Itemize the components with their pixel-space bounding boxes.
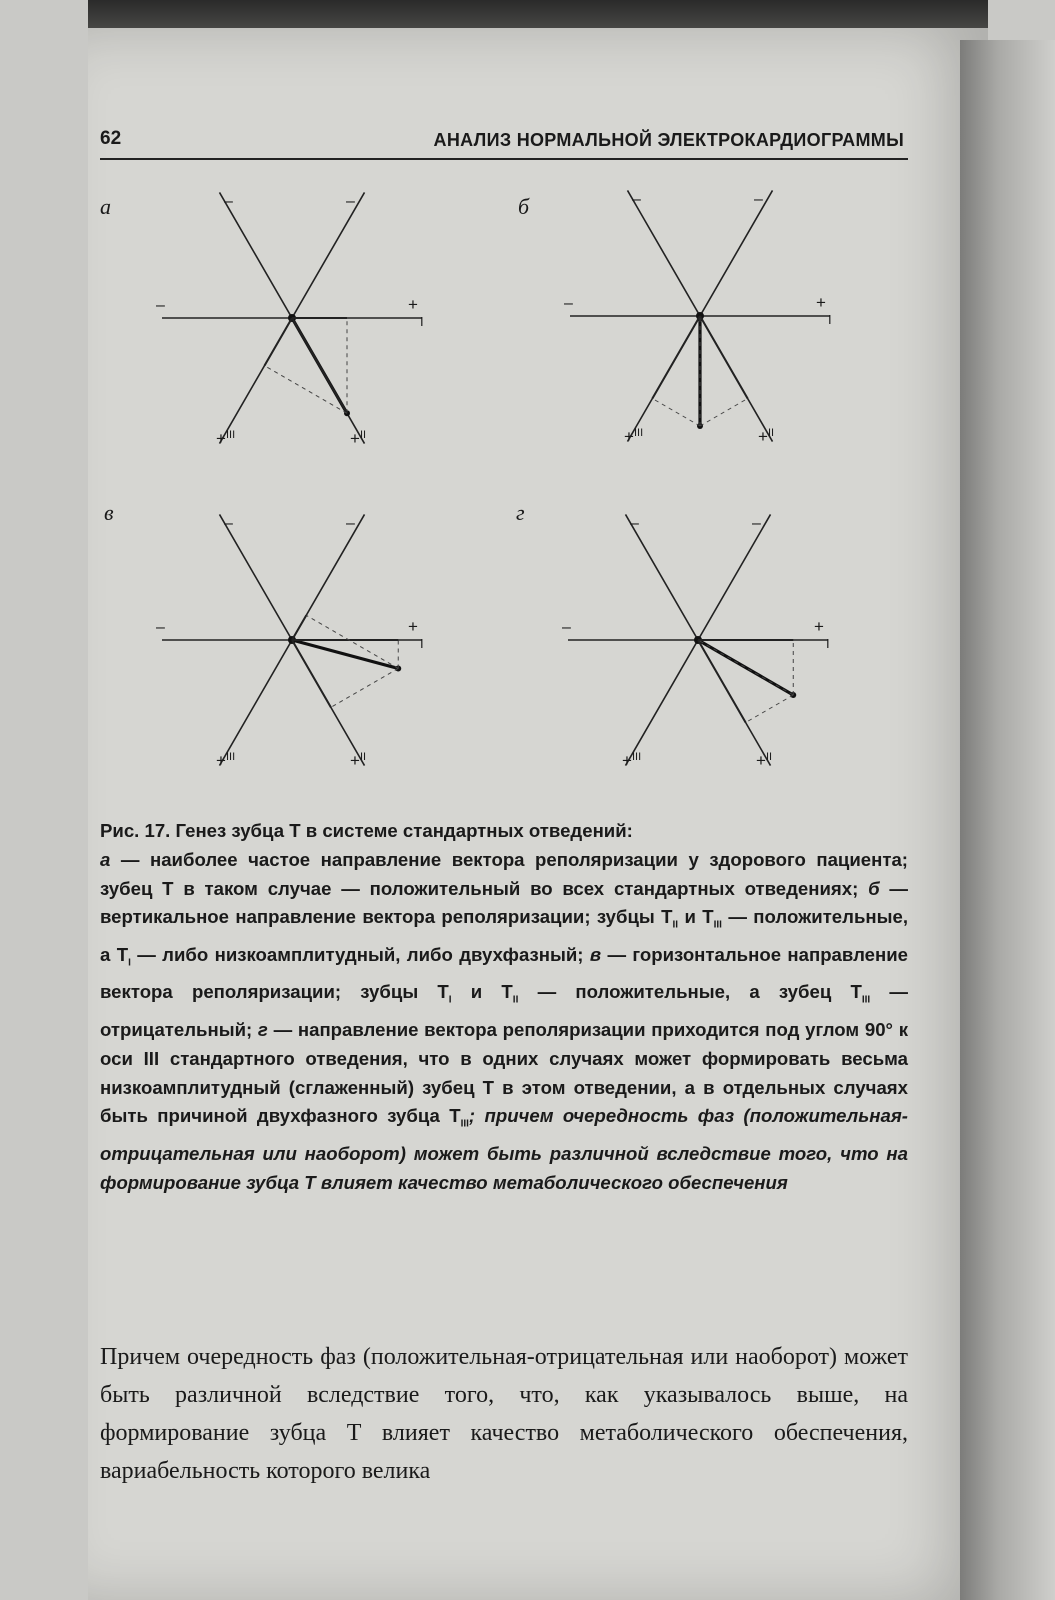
lead-ii-plus-label: + xyxy=(756,751,766,770)
lead-ii-minus-label: – xyxy=(224,515,233,532)
lead-iii-minus-label: – xyxy=(752,515,761,532)
lead-i-plus-label: + xyxy=(816,293,826,312)
vector-projection xyxy=(331,668,398,707)
lead-i-plus-label: + xyxy=(408,617,418,636)
panel-label-g: г xyxy=(516,500,525,525)
lead-i-label: I xyxy=(420,314,424,329)
lead-ii-plus-label: + xyxy=(350,751,360,770)
lead-ii-label: II xyxy=(360,751,367,763)
body-paragraph: Причем очередность фаз (положительная-отрицательная или наоборот) может быть различной вследствие того, что, как указывалось выше, на формирование зубца Т влияет качество метаболического обеспечения, вариабельность которого велика xyxy=(100,1344,908,1484)
lead-i-plus-label: + xyxy=(408,295,418,314)
lead-iii-minus-label: – xyxy=(754,191,763,208)
lead-iii-plus-label: + xyxy=(216,751,226,770)
lead-iii-plus-label: + xyxy=(216,429,226,448)
vector-projection xyxy=(652,399,700,427)
lead-i-label: I xyxy=(420,636,424,651)
lead-i-minus-label: – xyxy=(156,297,165,314)
lead-i-minus-label: – xyxy=(562,619,571,636)
lead-ii-plus-label: + xyxy=(350,429,360,448)
caption-subscript: I xyxy=(128,957,131,969)
lead-ii-minus-label: – xyxy=(632,191,641,208)
lead-i-label: I xyxy=(828,312,832,327)
panel-label-b: б xyxy=(518,194,530,219)
caption-subscript: III xyxy=(460,1119,469,1131)
caption-text: — наиболее частое направление вектора реполяризации у здорового пациента; зубец Т в таком случае — положительный во всех стандартных отведениях; xyxy=(100,848,908,899)
lead-iii-plus-label: + xyxy=(622,751,632,770)
caption-text: — либо низкоамплитудный, либо двухфазный; xyxy=(130,943,590,965)
running-title: АНАЛИЗ НОРМАЛЬНОЙ ЭЛЕКТРОКАРДИОГРАММЫ xyxy=(433,130,904,150)
projection-segment xyxy=(292,318,347,413)
caption-label-g: г xyxy=(257,1018,268,1040)
lead-ii-label: II xyxy=(766,751,773,763)
caption-subscript: III xyxy=(861,995,871,1007)
panel-label-v: в xyxy=(104,500,114,525)
lead-iii-label: III xyxy=(632,751,642,763)
lead-iii-label: III xyxy=(634,427,644,439)
caption-text: и Т xyxy=(451,981,513,1003)
caption-text: — вертикальное направление вектора реполяризации; зубцы Т xyxy=(100,877,908,928)
caption-subscript: II xyxy=(512,995,519,1007)
lead-ii-minus-label: – xyxy=(630,515,639,532)
projection-segment xyxy=(292,615,306,640)
lead-iii-minus-label: – xyxy=(346,193,355,210)
caption-title: Рис. 17. Генез зубца Т в системе стандартных отведений: xyxy=(100,820,633,841)
lead-i-label: I xyxy=(826,636,830,651)
lead-ii-label: II xyxy=(768,427,775,439)
caption-text: — положительные, а Т xyxy=(100,906,908,965)
lead-iii-label: III xyxy=(226,751,236,763)
lead-ii-plus-label: + xyxy=(758,427,768,446)
caption-label-b: б xyxy=(868,877,880,899)
caption-label-a: а xyxy=(100,848,111,870)
lead-i-plus-label: + xyxy=(814,617,824,636)
lead-iii-label: III xyxy=(226,429,236,441)
caption-text: — отрицательный; xyxy=(100,981,908,1040)
caption-text: — направление вектора реполяризации приходится под углом 90° к оси III стандартного отведения, что в одних случаях может формировать весьма низкоамплитудный (сглаженный) зубец Т в этом отведении, а в отдельных случаях быть причиной двухфазного зубца Т xyxy=(100,1018,908,1127)
page-number: 62 xyxy=(100,128,122,149)
lead-i-minus-label: – xyxy=(156,619,165,636)
projection-segment xyxy=(265,318,293,366)
caption-text: — горизонтальное направление вектора реполяризации; зубцы Т xyxy=(100,943,908,1003)
projection-segment xyxy=(652,316,700,399)
caption-text: и Т xyxy=(678,906,714,928)
vector-projection xyxy=(700,399,748,427)
caption-subscript: II xyxy=(672,920,679,932)
lead-ii-label: II xyxy=(360,429,367,441)
vector-projection xyxy=(306,615,398,668)
lead-i-minus-label: – xyxy=(564,295,573,312)
caption-subscript: III xyxy=(713,920,722,932)
caption-text: ; причем очередность фаз (положительная-отрицательная или наоборот) может быть различной вследствие того, что на формирование зубца Т влияет качество метаболического обеспечения xyxy=(100,1105,908,1193)
repolarization-vector xyxy=(292,640,398,668)
caption-subscript: I xyxy=(448,995,452,1007)
vector-projection xyxy=(746,695,794,723)
figure-caption xyxy=(100,817,908,1197)
projection-segment xyxy=(700,316,748,399)
caption-text: — положительные, а зубец Т xyxy=(518,981,862,1003)
lead-ii-minus-label: – xyxy=(224,193,233,210)
caption-label-v: в xyxy=(589,943,602,965)
panel-label-a: а xyxy=(100,194,111,219)
lead-iii-plus-label: + xyxy=(624,427,634,446)
lead-iii-minus-label: – xyxy=(346,515,355,532)
